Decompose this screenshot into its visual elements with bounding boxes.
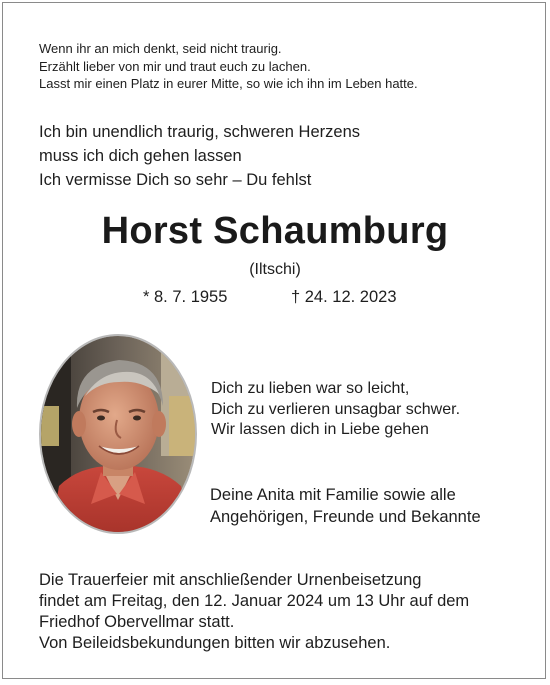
intro-poem — [39, 40, 418, 93]
poem-line: Wir lassen dich in Liebe gehen — [211, 421, 429, 438]
intro-poem-line: Erzählt lieber von mir und traut euch zu lachen. — [39, 58, 311, 74]
intro-poem-line: Lasst mir einen Platz in eurer Mitte, so wie ich ihn im Leben hatte. — [39, 76, 418, 91]
birth-date: * 8. 7. 1955 — [143, 288, 228, 306]
obituary-card — [2, 2, 546, 679]
mourners — [210, 485, 481, 528]
grief-lines — [39, 120, 360, 192]
grief-line: muss ich dich gehen lassen — [39, 147, 242, 165]
mourners-line: Deine Anita mit Familie sowie alle — [210, 486, 456, 504]
death-date: † 24. 12. 2023 — [291, 288, 397, 306]
notice-line: findet am Freitag, den 12. Januar 2024 um 13 Uhr auf dem — [39, 592, 470, 610]
grief-line: Ich vermisse Dich so sehr – Du fehlst — [39, 171, 312, 189]
poem-line: Dich zu verlieren unsagbar schwer. — [211, 400, 461, 418]
deceased-name: Horst Schaumburg — [101, 210, 449, 252]
intro-poem-line: Wenn ihr an mich denkt, seid nicht traurig. — [39, 41, 282, 56]
portrait-photo — [39, 334, 197, 534]
grief-line: Ich bin unendlich traurig, schweren Herzens — [39, 123, 361, 141]
notice-line: Von Beileidsbekundungen bitten wir abzusehen. — [39, 634, 391, 652]
funeral-notice — [39, 570, 469, 654]
mourners-line: Angehörigen, Freunde und Bekannte — [210, 507, 481, 526]
farewell-poem — [211, 379, 460, 441]
deceased-nickname: (Iltschi) — [249, 261, 301, 278]
notice-line: Friedhof Obervellmar statt. — [39, 613, 235, 631]
notice-line: Die Trauerfeier mit anschließender Urnenbeisetzung — [39, 571, 422, 589]
portrait-image — [41, 336, 195, 532]
poem-line: Dich zu lieben war so leicht, — [211, 380, 410, 397]
